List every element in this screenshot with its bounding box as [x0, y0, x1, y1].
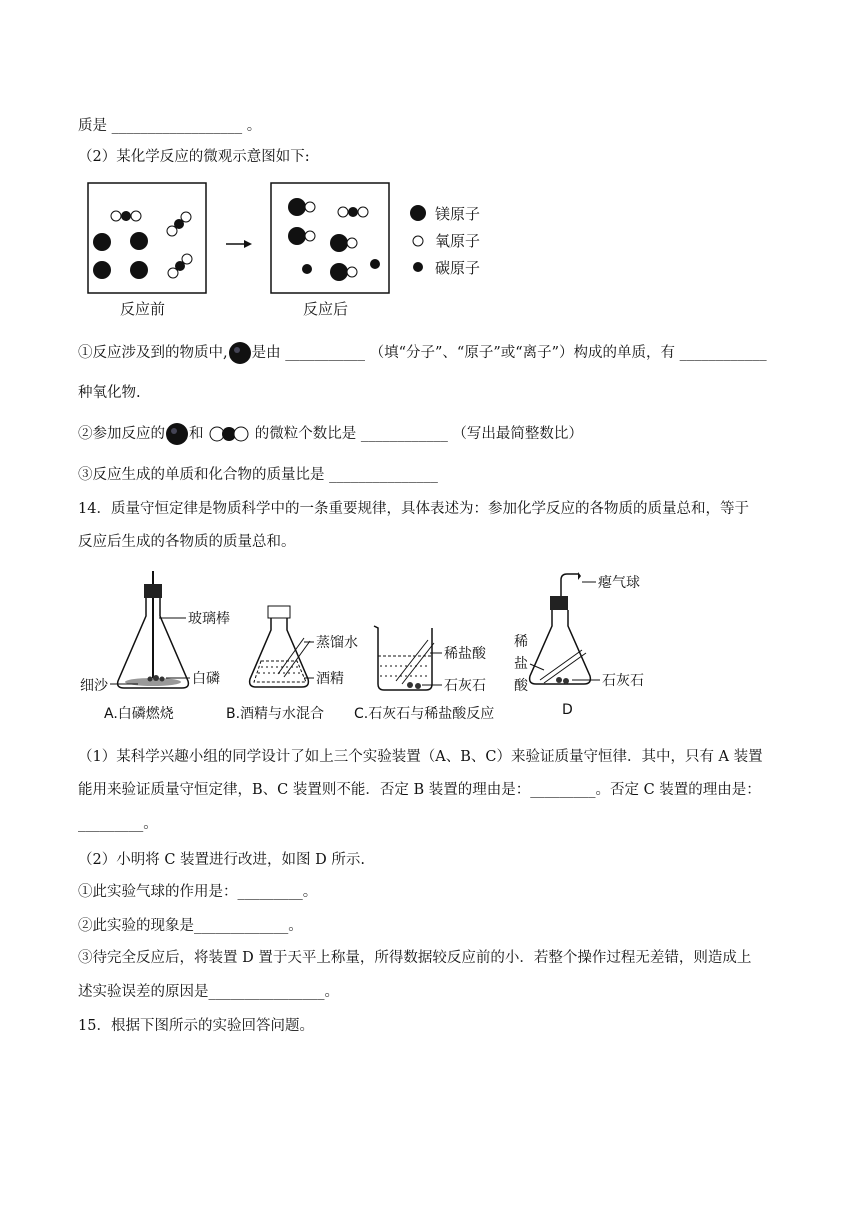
reaction-micro-diagram: [80, 180, 500, 322]
label-glass-rod: 玻璃棒: [188, 611, 230, 627]
question-1: [78, 341, 767, 365]
q14-stem-1: 14．质量守恒定律是物质科学中的一条重要规律，具体表述为：参加化学反应的各物质的质量总和，等于: [78, 501, 749, 517]
label-dilute-hcl-d-1: 稀: [514, 634, 528, 650]
question-1-start: ①反应涉及到的物质中,: [78, 345, 228, 361]
micro-diagram-intro: （2）某化学反应的微观示意图如下:: [78, 149, 310, 165]
label-fine-sand: 细沙: [80, 678, 108, 694]
legend-carbon: 碳原子: [435, 259, 481, 277]
caption-d: D: [562, 702, 573, 718]
legend-oxygen: 氧原子: [435, 232, 481, 250]
legend-magnesium-symbol: [410, 205, 426, 221]
part1-line-1: （1）某科学兴趣小组的同学设计了如上三个实验装置（A、B、C）来验证质量守恒律．其中，只有 A 装置: [78, 749, 763, 765]
label-alcohol: 酒精: [316, 671, 344, 687]
part2-q3-line2: 述实验误差的原因是________________。: [78, 984, 339, 1000]
part1-line-2: 能用来验证质量守恒定律，B、C 装置则不能．否定 B 装置的理由是：_________。否定 C 装置的理由是：: [78, 782, 761, 798]
apparatus-figure: [78, 566, 678, 726]
magnesium-atom: [288, 198, 306, 216]
legend-magnesium: 镁原子: [435, 205, 481, 223]
apparatus-b: [250, 606, 358, 687]
q15-stem: 15．根据下图所示的实验回答问题。: [78, 1018, 314, 1034]
carbon-atom: [370, 259, 380, 269]
label-limestone: 石灰石: [444, 678, 486, 694]
blank-line-answer: 质是 __________________ 。: [78, 118, 262, 134]
part2-q2: ②此实验的现象是_____________。: [78, 918, 303, 934]
oxygen-atom: [347, 238, 357, 248]
carbon-atom: [121, 211, 131, 221]
oxygen-atom: [305, 231, 315, 241]
q14-stem-2: 反应后生成的各物质的质量总和。: [78, 534, 296, 550]
question-2-start: ②参加反应的: [78, 426, 165, 442]
oxygen-atom: [338, 207, 348, 217]
oxygen-atom: [182, 254, 192, 264]
magnesium-atom-icon: [165, 422, 189, 446]
legend-oxygen-symbol: [413, 236, 423, 246]
apparatus-d: [514, 572, 644, 694]
apparatus-c: [374, 626, 487, 694]
label-balloon: 瘪气球: [598, 575, 640, 591]
question-1-cont: 种氧化物.: [78, 385, 141, 401]
question-3: ③反应生成的单质和化合物的质量比是 _______________: [78, 467, 438, 483]
label-limestone-d: 石灰石: [602, 673, 644, 689]
oxygen-atom: [358, 207, 368, 217]
oxygen-atom: [111, 211, 121, 221]
caption-c: C.石灰石与稀盐酸反应: [354, 706, 495, 722]
part2-line: （2）小明将 C 装置进行改进，如图 D 所示.: [78, 852, 365, 868]
label-dilute-hcl-d-3: 酸: [514, 678, 528, 694]
before-caption: 反应前: [120, 300, 166, 318]
apparatus-a: [80, 571, 230, 694]
magnesium-atom: [288, 227, 306, 245]
carbon-atom: [302, 264, 312, 274]
magnesium-atom: [130, 232, 148, 250]
part2-q1: ①此实验气球的作用是：_________。: [78, 884, 318, 900]
magnesium-atom: [330, 234, 348, 252]
legend-carbon-symbol: [413, 262, 423, 272]
magnesium-atom: [130, 261, 148, 279]
question-2: [78, 422, 583, 446]
label-dilute-hcl-d-2: 盐: [514, 656, 528, 672]
oxygen-atom: [181, 212, 191, 222]
label-dilute-hcl: 稀盐酸: [444, 646, 486, 662]
magnesium-atom-icon: [228, 341, 252, 365]
after-caption: 反应后: [303, 300, 349, 318]
co2-molecule-icon: [208, 425, 250, 443]
oxygen-atom: [131, 211, 141, 221]
caption-a: A.白磷燃烧: [104, 706, 174, 722]
oxygen-atom: [305, 202, 315, 212]
caption-b: B.酒精与水混合: [226, 706, 325, 722]
arrow-head-icon: [244, 240, 252, 248]
carbon-atom: [348, 207, 358, 217]
question-2-rest: 的微粒个数比是 ____________ （写出最简整数比）: [254, 426, 583, 442]
magnesium-atom: [93, 233, 111, 251]
part2-q3-line1: ③待完全反应后，将装置 D 置于天平上称量，所得数据较反应前的小．若整个操作过程无差错，则造成上: [78, 950, 752, 966]
part1-line-3: _________。: [78, 816, 158, 832]
magnesium-atom: [93, 261, 111, 279]
question-2-and: 和: [189, 426, 204, 442]
label-white-phosphorus: 白磷: [192, 671, 220, 687]
label-distilled-water: 蒸馏水: [316, 635, 358, 651]
magnesium-atom: [330, 263, 348, 281]
oxygen-atom: [347, 267, 357, 277]
question-1-rest: 是由 ___________ （填“分子”、“原子”或“离子”）构成的单质，有 ____________: [251, 345, 767, 361]
